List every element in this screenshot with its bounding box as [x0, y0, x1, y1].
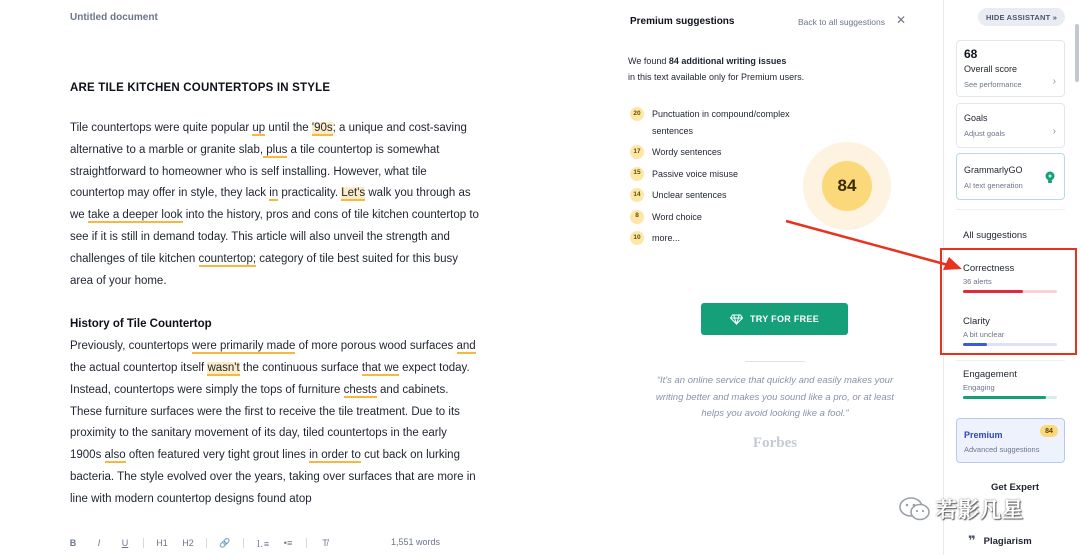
desc-text: in this text available only for Premium users.: [628, 72, 805, 82]
divider: [956, 209, 1065, 210]
premium-label: Premium: [964, 430, 1003, 440]
overall-score-card[interactable]: [956, 40, 1065, 97]
suggestion-highlight[interactable]: '90s: [311, 122, 333, 134]
document-heading[interactable]: ARE TILE KITCHEN COUNTERTOPS IN STYLE: [70, 82, 331, 94]
suggestion-underline[interactable]: that we: [361, 361, 399, 374]
text-run: into the history, pros and cons of tile kitchen countertop to see if it is still in demand today. This article will also unveil the strength and challenges of tile kitchen: [70, 209, 479, 265]
grammarlygo-card[interactable]: [956, 153, 1065, 200]
desc-text: We found: [628, 56, 669, 66]
suggestion-underline[interactable]: in order to: [309, 449, 361, 462]
issue-count-badge: 20: [630, 107, 644, 121]
format-toolbar: [60, 533, 480, 553]
issue-label: Unclear sentences: [652, 190, 727, 200]
category-label: Correctness: [963, 263, 1015, 274]
text-run: until the: [265, 122, 312, 134]
try-for-free-button[interactable]: [701, 303, 848, 335]
suggestion-underline[interactable]: countertop;: [198, 252, 257, 265]
paragraph-1[interactable]: [70, 118, 480, 292]
toolbar-divider: [206, 538, 207, 548]
word-count[interactable]: 1,551 words: [390, 537, 440, 547]
issue-item: [630, 144, 790, 161]
heading-1-button[interactable]: H1: [156, 538, 168, 548]
suggestion-underline[interactable]: plus: [263, 143, 288, 156]
suggestion-underline[interactable]: up: [252, 122, 266, 134]
text-run: category of tile best suited for this busy area of your home.: [70, 252, 459, 287]
text-run: Previously, countertops: [70, 340, 192, 353]
text-run: ; a unique and cost-saving alternative to a marble or granite slab,: [70, 122, 467, 156]
bullet-list-icon[interactable]: •≡: [283, 538, 293, 548]
document-subheading[interactable]: History of Tile Countertop: [70, 318, 212, 331]
premium-card[interactable]: [956, 418, 1065, 463]
text-run: Tile countertops were quite popular: [70, 122, 253, 134]
underline-button[interactable]: U: [121, 538, 129, 548]
back-to-all-suggestions-link[interactable]: Back to all suggestions: [798, 17, 885, 27]
forbes-logo: Forbes: [752, 435, 798, 451]
issue-label: more...: [652, 233, 681, 243]
suggestion-underline[interactable]: and: [456, 340, 476, 353]
suggestion-underline[interactable]: were primarily made: [191, 340, 296, 353]
desc-bold: 84 additional writing issues: [668, 56, 787, 66]
issue-item: [630, 106, 790, 139]
issue-count-badge: 14: [630, 188, 644, 202]
toolbar-divider: [243, 538, 244, 548]
heading-2-button[interactable]: H2: [182, 538, 194, 548]
suggestion-highlight[interactable]: Let's: [341, 187, 366, 200]
text-run: These furniture surfaces were the first to receive the tile treatment. Due to its proximity to the sanitary movement of its day, tiled countertops in the early 1900s: [70, 405, 460, 462]
italic-button[interactable]: I: [97, 538, 101, 548]
category-progress-bar: [963, 396, 1057, 399]
testimonial-quote: “It's an online service that quickly and easily makes your writing better and makes you sound like a pro, or at least helps you avoid looking like a fool.”: [655, 375, 895, 419]
issue-count-badge: 10: [630, 231, 644, 245]
premium-issue-list: [630, 106, 790, 252]
link-icon[interactable]: 🔗: [219, 537, 231, 548]
text-run: the actual countertop itself: [70, 361, 208, 374]
adjust-goals-link: Adjust goals: [964, 129, 1005, 138]
watermark-text: 若影凡星: [936, 498, 1024, 522]
text-run: cut back on lurking bacteria. The style evolved over the years, taking over surfaces that are more in line with modern countertop designs found atop: [70, 449, 476, 505]
ordered-list-icon[interactable]: ⒈≡: [254, 538, 270, 549]
premium-score-circle: 84: [822, 161, 872, 211]
text-run: often featured very tight grout lines: [125, 449, 310, 462]
watermark: [898, 494, 1024, 524]
issue-item: [630, 209, 790, 226]
text-run: of more porous wood surfaces: [295, 340, 457, 353]
try-button-label: TRY FOR FREE: [749, 314, 820, 324]
suggestion-underline[interactable]: also: [104, 449, 126, 462]
grammarlygo-label: GrammarlyGO: [964, 165, 1023, 175]
premium-count-badge: 84: [1040, 425, 1058, 437]
divider: [956, 360, 1065, 361]
issue-label: Wordy sentences: [652, 147, 722, 157]
premium-sub: Advanced suggestions: [964, 445, 1040, 454]
toolbar-divider: [143, 538, 144, 548]
quote-icon: ❞: [968, 533, 976, 548]
grammarlygo-sub: AI text generation: [964, 181, 1023, 190]
category-label: Engagement: [963, 369, 1017, 380]
overall-score-label: Overall score: [964, 64, 1018, 74]
panel-title: Premium suggestions: [630, 16, 735, 27]
divider: [745, 361, 805, 362]
text-run: walk you through as we: [70, 187, 471, 222]
category-status: Engaging: [963, 383, 995, 392]
progress-fill: [963, 396, 1046, 399]
category-status: 36 alerts: [963, 277, 992, 286]
diamond-icon: [730, 314, 743, 325]
issue-item: [630, 187, 790, 204]
plagiarism-label: Plagiarism: [983, 535, 1032, 547]
premium-suggestions-panel: [600, 0, 942, 555]
text-run: the continuous surface: [239, 361, 362, 374]
see-performance-link: See performance: [964, 80, 1022, 89]
bold-button[interactable]: B: [69, 538, 77, 548]
sidebar-scrollbar[interactable]: [1075, 24, 1079, 82]
goals-card[interactable]: [956, 103, 1065, 148]
chevron-right-icon: ›: [1052, 126, 1056, 137]
paragraph-2[interactable]: [70, 336, 480, 401]
category-label: Clarity: [963, 316, 990, 327]
issue-count-badge: 17: [630, 145, 644, 159]
hide-assistant-button[interactable]: HIDE ASSISTANT »: [978, 8, 1065, 26]
get-expert-link[interactable]: Get Expert: [991, 482, 1040, 493]
chevron-right-icon: ›: [1052, 76, 1056, 87]
close-icon[interactable]: ✕: [896, 13, 907, 27]
annotation-arrow-icon: [780, 215, 970, 275]
paragraph-3[interactable]: [70, 402, 480, 511]
goals-label: Goals: [964, 113, 988, 123]
document-title[interactable]: Untitled document: [70, 12, 158, 23]
all-suggestions-link[interactable]: All suggestions: [963, 230, 1027, 241]
plagiarism-button[interactable]: [968, 533, 1032, 549]
overall-score-value: 68: [964, 47, 978, 61]
suggestion-underline[interactable]: chests: [343, 383, 377, 396]
issue-label: Passive voice misuse: [652, 168, 739, 179]
suggestion-highlight[interactable]: wasn't: [207, 361, 240, 374]
text-run: and cabinets.: [376, 383, 449, 396]
text-run: practicality.: [278, 187, 342, 200]
document-body[interactable]: [70, 78, 480, 526]
toolbar-divider: [306, 538, 307, 548]
suggestion-underline[interactable]: in: [269, 187, 279, 200]
wechat-icon: [898, 496, 932, 522]
issue-label: Word choice: [652, 211, 702, 222]
lightbulb-icon: [1044, 171, 1056, 185]
text-run: expect today. Instead, countertops were simply the tops of furniture: [70, 361, 470, 396]
text-run: a tile countertop is somewhat straightforward to homeowner who is self installing. However, what tile countertop may offer in style, they lack: [70, 143, 440, 200]
issue-count-badge: 15: [630, 167, 644, 181]
clear-format-icon[interactable]: T̸: [322, 538, 328, 548]
suggestion-underline[interactable]: take a deeper look: [87, 209, 183, 222]
issue-count-badge: 8: [630, 210, 644, 224]
category-engagement[interactable]: [963, 369, 1057, 399]
issue-label: Punctuation in compound/complex sentences: [652, 109, 790, 136]
issue-item: [630, 166, 790, 183]
issue-item-more[interactable]: [630, 230, 790, 247]
category-status: A bit unclear: [963, 330, 1005, 339]
premium-description: [628, 53, 804, 85]
